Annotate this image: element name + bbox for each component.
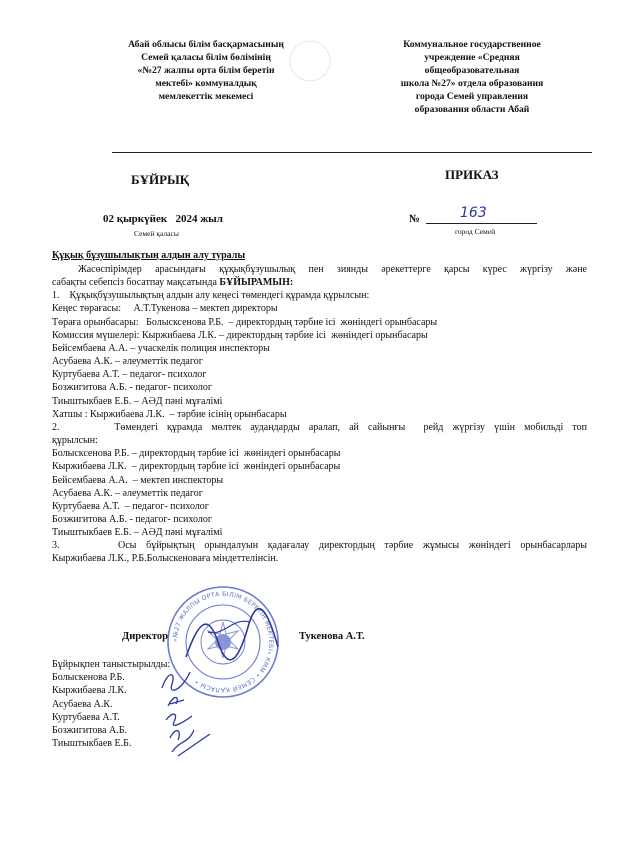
number-underline [426, 223, 537, 224]
item2-line: 2. Төмендегі құрамда мөлтек аудандарды аралап, ай сайынғы рейд жүргізу үшін мобильді топ [52, 421, 587, 433]
header-kz-line: мектебі» коммуналдық [155, 78, 257, 89]
order-date: 02 қыркүйек 2024 жыл [103, 213, 223, 225]
ack-name: Болыскенова Р.Б. [52, 672, 125, 684]
intro-text: сабақты себепсіз босатпау мақсатында [52, 277, 217, 289]
stamp-text: «№27 ЖАЛПЫ ОРТА БІЛІМ БЕРЕТІН МЕКТЕБІ» КММ • СЕМЕЙ ҚАЛАСЫ • [171, 590, 275, 694]
item-line: Бозжигитова А.Б. - педагог- психолог [52, 513, 212, 525]
item-line: Асубаева А.К. – әлеуметтік педагог [52, 356, 203, 368]
ack-signatures-icon [150, 660, 230, 760]
header-ru-line: общеобразовательная [424, 65, 520, 76]
intro-line [52, 276, 587, 289]
header-russian [362, 38, 582, 116]
intro-line [52, 263, 587, 276]
item-line: Куртубаева А.Т. – педагог- психолог [52, 500, 209, 512]
header-ru-line: образования области Абай [414, 104, 530, 115]
header-divider [112, 152, 592, 153]
emblem-icon [287, 38, 333, 84]
title-russian: ПРИКАЗ [445, 167, 499, 182]
header-kz-line: «№27 жалпы орта білім беретін [137, 65, 275, 76]
item-line: Комиссия мүшелері: Кыржибаева Л.К. – директордың тәрбие ісі жөніндегі орынбасары [52, 329, 428, 341]
director-label: Директор [122, 631, 168, 642]
title-kazakh: БҰЙРЫҚ [131, 172, 190, 187]
order-number: 163 [460, 205, 487, 221]
item2-line: құрылсын: [52, 435, 98, 447]
ack-name: Кыржибаева Л.К. [52, 685, 127, 697]
item-line: Тиыштыкбаев Е.Б. – АӘД пәні мұғалімі [52, 527, 223, 539]
header-kazakh [96, 38, 316, 103]
item-line: Кеңес төрағасы: А.Т.Тукенова – мектеп директоры [52, 303, 278, 315]
item-line: Төраға орынбасары: Болысксенова Р.Б. – директордың тәрбие ісі жөніндегі орынбасары [52, 316, 438, 328]
ack-name: Бозжигитова А.Б. [52, 725, 127, 737]
city-kazakh: Семей қаласы [134, 229, 179, 238]
ack-name: Куртубаева А.Т. [52, 711, 120, 723]
item-line: Болысксенова Р.Б. – директордың тәрбие ісі жөніндегі орынбасары [52, 448, 341, 460]
item3-line: 3. Осы бұйрықтың орындалуын қадағалау директордың тәрбие жұмысы жөніндегі орынбасарлары [52, 540, 587, 552]
number-label: № [409, 213, 421, 225]
ack-name: Асубаева А.К. [52, 698, 113, 710]
header-ru-line: учреждение «Средняя [424, 52, 520, 63]
order-word: БҰЙЫРАМЫН: [219, 277, 294, 289]
ack-name: Тиыштыкбаев Е.Б. [52, 738, 132, 750]
header-kz-line: Семей қаласы білім бөлімінің [141, 52, 271, 63]
header-kz-line: мемлекеттік мекемесі [158, 91, 254, 102]
item-line: Кыржибаева Л.К. – директордың тәрбие ісі жөніндегі орынбасары [52, 461, 341, 473]
order-body [52, 263, 587, 566]
ack-title: Бұйрықпен таныстырылды: [52, 659, 171, 670]
city-russian: город Семей [455, 227, 496, 236]
header-ru-line: Коммунальное государственное [403, 39, 541, 50]
item-line: Хатшы : Кыржибаева Л.К. – тәрбие ісінің орынбасары [52, 408, 287, 420]
item-line: Бейсембаева А.А. – мектеп инспекторы [52, 474, 224, 486]
item-line: Тиыштыкбаев Е.Б. – АӘД пәні мұғалімі [52, 395, 223, 407]
header-ru-line: города Семей управления [415, 91, 529, 102]
director-name: Тукенова А.Т. [299, 631, 365, 642]
item-line: Бейсембаева А.А. – учаскелік полиция инспекторы [52, 342, 270, 354]
intro-text: Жасөспірімдер арасындағы құқықбұзушылық пен зиянды әрекеттерге қарсы күрес жүргізу және [78, 264, 587, 275]
item-line: Куртубаева А.Т. – педагог- психолог [52, 369, 207, 381]
item-line: 1. Құқықбұзушылықтың алдын алу кеңесі төмендегі құрамда құрылсын: [52, 290, 370, 302]
item3-line: Кыржибаева Л.К., Р.Б.Болыскеноваға міндеттелінсін. [52, 553, 279, 565]
item-line: Асубаева А.К. – әлеуметтік педагог [52, 487, 203, 499]
header-kz-line: Абай облысы білім басқармасының [128, 39, 284, 50]
item-line: Бозжигитова А.Б. - педагог- психолог [52, 382, 212, 394]
header-ru-line: школа №27» отдела образования [400, 78, 544, 89]
order-subject: Құқық бұзушылықтың алдын алу туралы [52, 250, 246, 261]
